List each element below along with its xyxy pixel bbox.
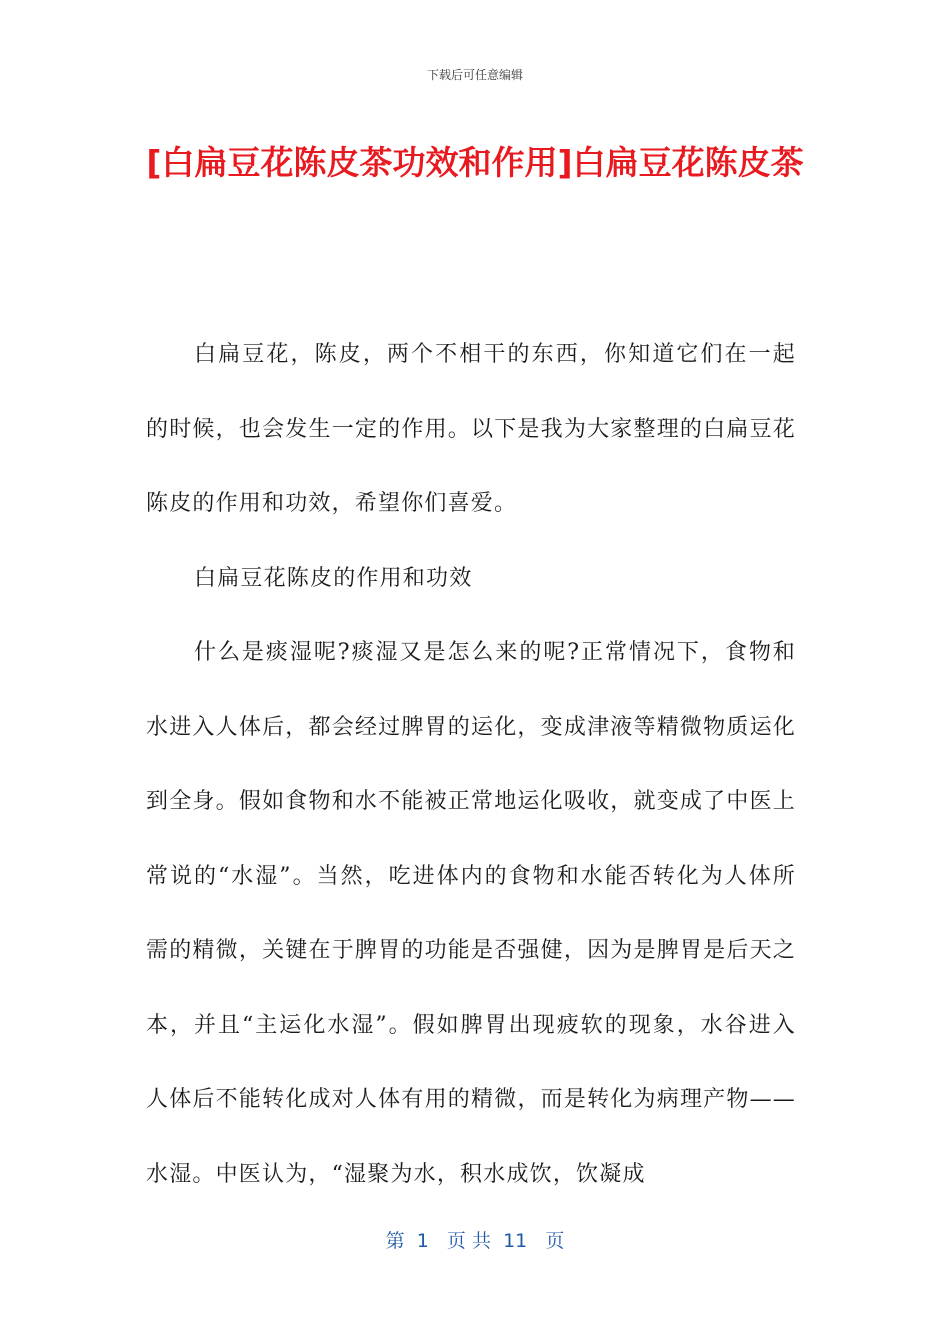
page-prefix: 第 bbox=[385, 1230, 417, 1252]
header-note: 下载后可任意编辑 bbox=[426, 68, 523, 82]
page-footer bbox=[0, 1226, 950, 1253]
document-title: [白扁豆花陈皮茶功效和作用]白扁豆花陈皮茶 bbox=[146, 143, 804, 182]
paragraph: 什么是痰湿呢?痰湿又是怎么来的呢?正常情况下，食物和水进入人体后，都会经过脾胃的运化，变成津液等精微物质运化到全身。假如食物和水不能被正常地运化吸收，就变成了中医上常说的“水湿”。当然，吃进体内的食物和水能否转化为人体所需的精微，关键在于脾胃的功能是否强健，因为是脾胃是后天之本，并且“主运化水湿”。假如脾胃出现疲软的现象，水谷进入人体后不能转化成对人体有用的精微，而是转化为病理产物——水湿。中医认为，“湿聚为水，积水成饮，饮凝成 bbox=[146, 640, 796, 1187]
section-heading: 白扁豆花陈皮的作用和功效 bbox=[194, 565, 473, 591]
paragraph: 白扁豆花，陈皮，两个不相干的东西，你知道它们在一起的时候，也会发生一定的作用。以下是我为大家整理的白扁豆花陈皮的作用和功效，希望你们喜爱。 bbox=[146, 342, 796, 516]
document-body bbox=[146, 318, 796, 1212]
current-page-number: 1 bbox=[416, 1230, 429, 1252]
page-suffix: 页 bbox=[527, 1230, 565, 1252]
page-middle: 页 共 bbox=[428, 1230, 504, 1252]
total-pages: 11 bbox=[503, 1230, 528, 1252]
